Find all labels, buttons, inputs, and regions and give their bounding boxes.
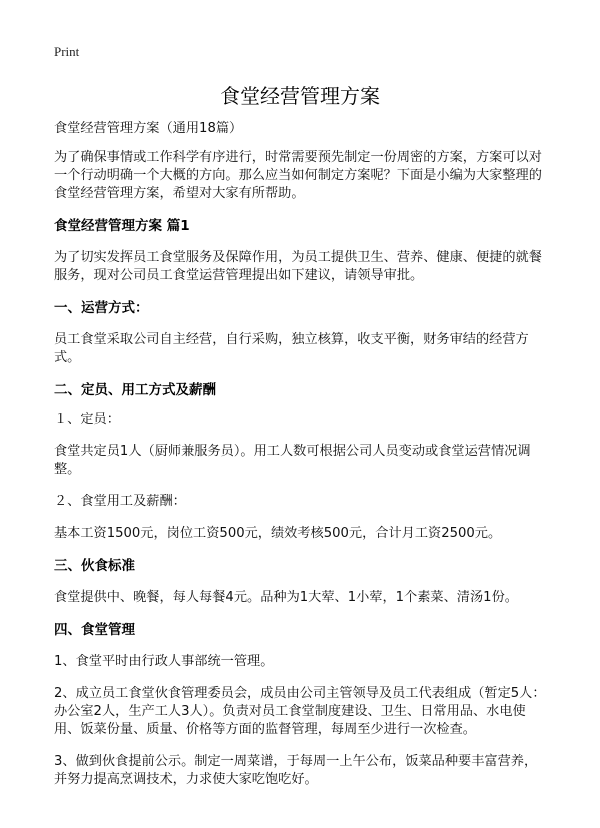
- paragraph-salary-detail: 基本工资1500元，岗位工资500元，绩效考核500元，合计月工资2500元。: [54, 526, 502, 541]
- document-body: [54, 120, 548, 789]
- heading-canteen-management: 四、食堂管理: [54, 622, 135, 638]
- paragraph-staffing-label: １、定员：: [54, 412, 120, 427]
- print-link[interactable]: Print: [54, 44, 80, 59]
- paragraph-management-1: 1、食堂平时由行政人事部统一管理。: [54, 654, 274, 669]
- paragraph-salary-label: ２、食堂用工及薪酬：: [54, 494, 186, 509]
- paragraph-meal-standard: 食堂提供中、晚餐，每人每餐4元。品种为1大荤、1小荤，1个素菜、清汤1份。: [54, 590, 518, 605]
- intro-paragraph: 为了确保事情或工作科学有序进行，时常需要预先制定一份周密的方案，方案可以对一个行动明确一个大概的方向。那么应当如何制定方案呢？下面是小编为大家整理的食堂经营管理方案，希望对大家有所帮助。: [54, 150, 542, 201]
- heading-operation-mode: 一、运营方式：: [54, 300, 149, 316]
- paragraph-operation-mode: 员工食堂采取公司自主经营，自行采购，独立核算，收支平衡，财务审结的经营方式。: [54, 332, 529, 365]
- paragraph-staffing-detail: 食堂共定员1人（厨师兼服务员）。用工人数可根据公司人员变动或食堂运营情况调整。: [54, 444, 531, 477]
- heading-meal-standard: 三、伙食标准: [54, 558, 135, 574]
- heading-staffing: 二、定员、用工方式及薪酬: [54, 382, 216, 398]
- paragraph-management-2: 2、成立员工食堂伙食管理委员会，成员由公司主管领导及员工代表组成（暂定5人：办公室2人，生产工人3人）。负责对员工食堂制度建设、卫生、日常用品、水电使用、饭菜份量、质量、价格等方面的监督管理，每周至少进行一次检查。: [54, 686, 546, 737]
- section-intro-paragraph: 为了切实发挥员工食堂服务及保障作用，为员工提供卫生、营养、健康、便捷的就餐服务，现对公司员工食堂运营管理提出如下建议，请领导审批。: [54, 250, 542, 283]
- page-title: 食堂经营管理方案: [220, 84, 380, 108]
- document-subtitle: 食堂经营管理方案（通用18篇）: [54, 121, 243, 136]
- section-heading: 食堂经营管理方案 篇1: [54, 218, 190, 234]
- paragraph-management-3: 3、做到伙食提前公示。制定一周菜谱，于每周一上午公布，饭菜品种要丰富营养，并努力提高烹调技术，力求使大家吃饱吃好。: [54, 754, 538, 787]
